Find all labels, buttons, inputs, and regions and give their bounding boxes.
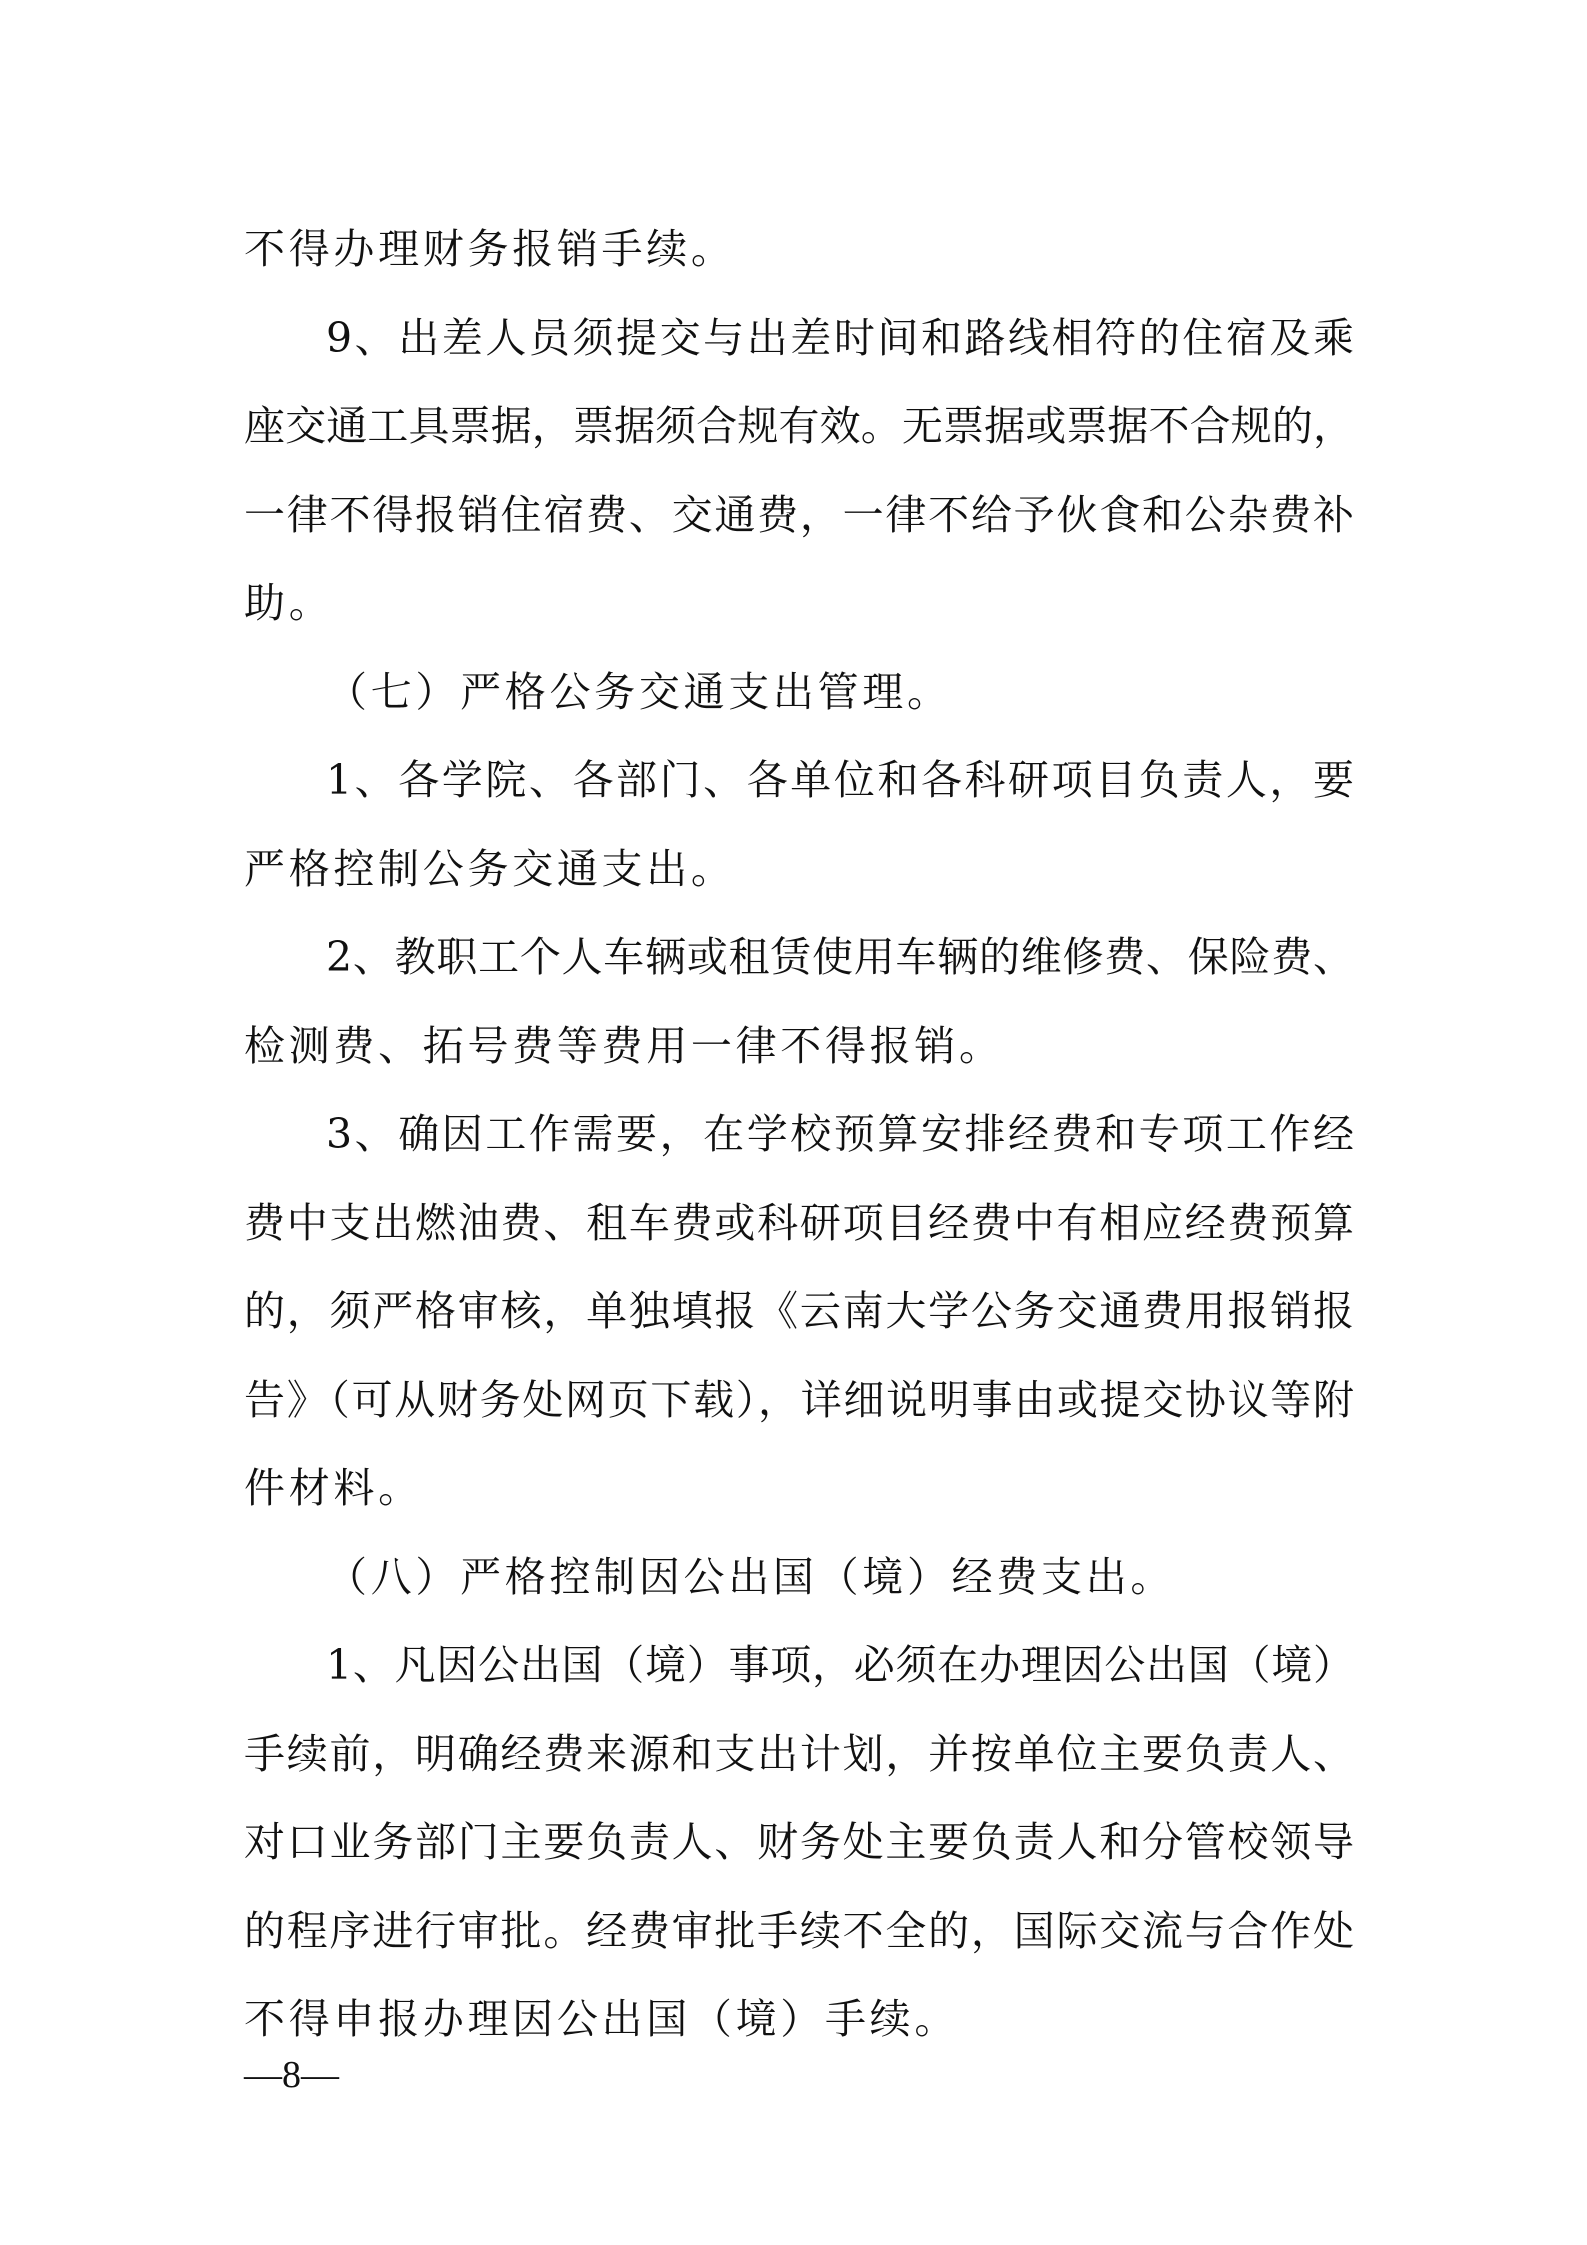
page-number: —8— — [244, 2054, 339, 2096]
text-line: 检测费、拓号费等费用一律不得报销。 — [244, 1021, 1004, 1070]
text-line: 不得办理财务报销手续。 — [244, 225, 736, 273]
text-line: 1、凡因公出国（境）事项，必须在办理因公出国（境） — [326, 1641, 1354, 1689]
text-line: 1、各学院、各部门、各单位和各科研项目负责人，要 — [326, 756, 1354, 804]
text-line: 费中支出燃油费、租车费或科研项目经费中有相应经费预算 — [244, 1198, 1354, 1247]
text-line: 手续前，明确经费来源和支出计划，并按单位主要负责人、 — [244, 1729, 1354, 1778]
text-line: 一律不得报销住宿费、交通费，一律不给予伙食和公杂费补 — [244, 490, 1354, 539]
text-line: 座交通工具票据，票据须合规有效。无票据或票据不合规的， — [244, 402, 1354, 450]
text-line: 告》（可从财务处网页下载），详细说明事由或提交协议等附 — [244, 1375, 1354, 1424]
text-line: 严格控制公务交通支出。 — [244, 844, 736, 893]
text-line: 件材料。 — [244, 1464, 423, 1512]
text-line: 的程序进行审批。经费审批手续不全的，国际交流与合作处 — [244, 1906, 1354, 1955]
text-line: 不得申报办理因公出国（境）手续。 — [244, 1995, 960, 2043]
text-line: 3、确因工作需要，在学校预算安排经费和专项工作经 — [326, 1110, 1354, 1158]
text-line: 对口业务部门主要负责人、财务处主要负责人和分管校领导 — [244, 1818, 1354, 1866]
text-line: 9、出差人员须提交与出差时间和路线相符的住宿及乘 — [326, 313, 1354, 362]
text-line: 2、教职工个人车辆或租赁使用车辆的维修费、保险费、 — [326, 933, 1354, 981]
section-heading: （八）严格控制因公出国（境）经费支出。 — [326, 1552, 1176, 1601]
text-line: 助。 — [244, 579, 334, 627]
text-line: 的，须严格审核，单独填报《云南大学公务交通费用报销报 — [244, 1287, 1354, 1335]
body-text — [244, 205, 1354, 2064]
section-heading: （七）严格公务交通支出管理。 — [326, 667, 952, 716]
